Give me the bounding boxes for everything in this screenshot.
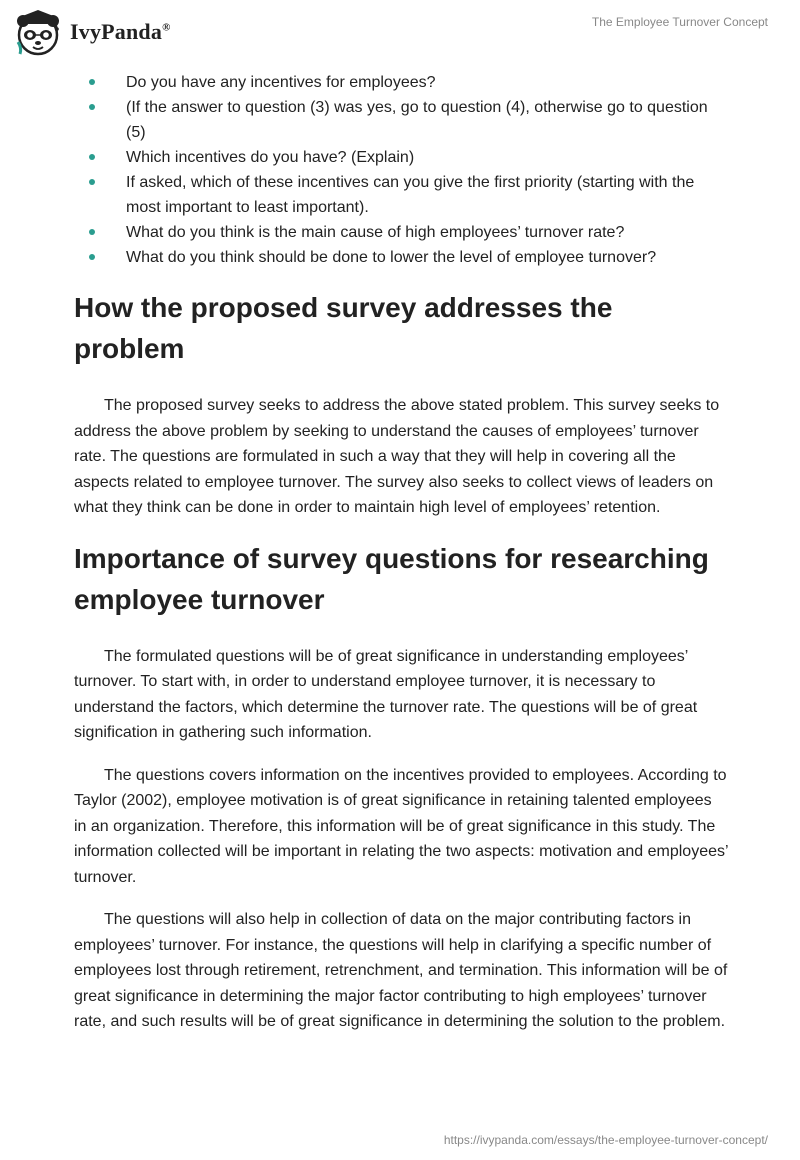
logo-text: IvyPanda® [70, 19, 171, 44]
section-heading: How the proposed survey addresses the problem [74, 292, 613, 364]
list-item: What do you think should be done to lower the level of employee turnover? [74, 245, 728, 270]
list-item: (If the answer to question (3) was yes, go to question (4), otherwise go to question (5) [74, 95, 728, 145]
article-content [74, 70, 728, 1052]
ivypanda-logo[interactable] [14, 8, 171, 56]
paragraph: The formulated questions will be of great significance in understanding employees’ turnover. To start with, in order to understand employee turnover, it is necessary to understand the factors, which determine the turnover rate. The questions will be of great signification in gathering such information. [74, 647, 698, 741]
list-item: Do you have any incentives for employees? [74, 70, 728, 95]
paragraph: The questions covers information on the incentives provided to employees. According to Taylor (2002), employee motivation is of great significance in retaining talented employees in an organization. Therefore, this information will be of great significance in this study. The information collected will be important in relating the two aspects: motivation and employees’ turnover. [74, 766, 728, 886]
page-header [0, 0, 800, 70]
list-item: Which incentives do you have? (Explain) [74, 145, 728, 170]
section-heading: Importance of survey questions for researching employee turnover [74, 542, 709, 615]
question-list [74, 70, 728, 270]
paragraph: The questions will also help in collection of data on the major contributing factors in employees’ turnover. For instance, the questions will help in clarifying a specific number of employees lost through retirement, retrenchment, and termination. This information will be of great significance in determining the major factor contributing to high employees’ turnover rate, and such results will be of great significance in determining the solution to the problem. [74, 911, 728, 1030]
paragraph: The proposed survey seeks to address the above stated problem. This survey seeks to address the above problem by seeking to understand the causes of employees’ turnover rate. The questions are formulated in such a way that they will help in covering all the aspects related to employee turnover. The survey also seeks to collect views of leaders on what they think can be done in order to maintain high level of employees’ retention. [74, 397, 720, 516]
list-item: What do you think is the main cause of high employees’ turnover rate? [74, 220, 728, 245]
source-url[interactable]: https://ivypanda.com/essays/the-employee-turnover-concept/ [443, 1133, 768, 1147]
document-title: The Employee Turnover Concept [591, 15, 768, 29]
list-item: If asked, which of these incentives can you give the first priority (starting with the most important to least important). [74, 170, 728, 220]
panda-icon [14, 8, 62, 56]
